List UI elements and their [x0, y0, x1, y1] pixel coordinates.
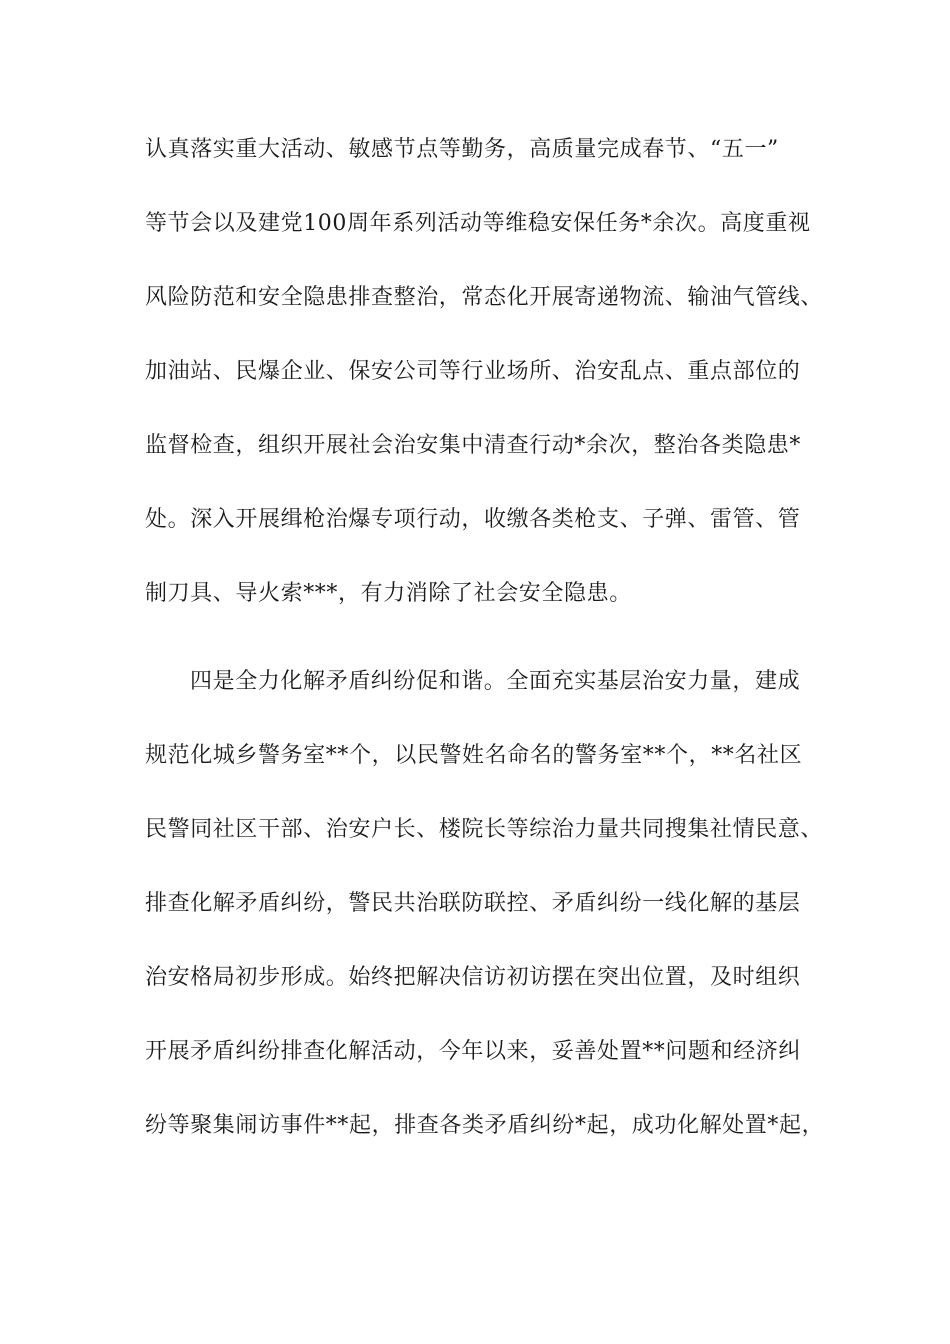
text-line: 认真落实重大活动、敏感节点等勤务，高质量完成春节、“五一”: [145, 137, 779, 162]
text-line: 治安格局初步形成。始终把解决信访初访摆在突出位置，及时组织: [145, 965, 801, 990]
text-line: 加油站、民爆企业、保安公司等行业场所、治安乱点、重点部位的: [145, 359, 801, 384]
text-line: 开展矛盾纠纷排查化解活动，今年以来，妥善处置**问题和经济纠: [145, 1039, 802, 1064]
paragraph-start-line: 四是全力化解矛盾纠纷促和谐。全面充实基层治安力量，建成: [190, 669, 801, 694]
text-line: 处。深入开展缉枪治爆专项行动，收缴各类枪支、子弹、雷管、管: [145, 507, 801, 532]
text-line: 规范化城乡警务室**个，以民警姓名命名的警务室**个，**名社区: [145, 743, 803, 768]
text-line: 监督检查，组织开展社会治安集中清查行动*余次，整治各类隐患*: [145, 433, 802, 458]
text-line: 制刀具、导火索***，有力消除了社会安全隐患。: [145, 581, 632, 606]
text-line: 排查化解矛盾纠纷，警民共治联防联控、矛盾纠纷一线化解的基层: [145, 891, 801, 916]
text-line: 风险防范和安全隐患排查整治，常态化开展寄递物流、输油气管线、: [145, 285, 824, 310]
text-line: 等节会以及建党100周年系列活动等维稳安保任务*余次。高度重视: [145, 211, 811, 236]
text-line: 民警同社区干部、治安户长、楼院长等综治力量共同搜集社情民意、: [145, 817, 824, 842]
text-line: 纷等聚集闹访事件**起，排查各类矛盾纠纷*起，成功化解处置*起，: [145, 1113, 825, 1138]
